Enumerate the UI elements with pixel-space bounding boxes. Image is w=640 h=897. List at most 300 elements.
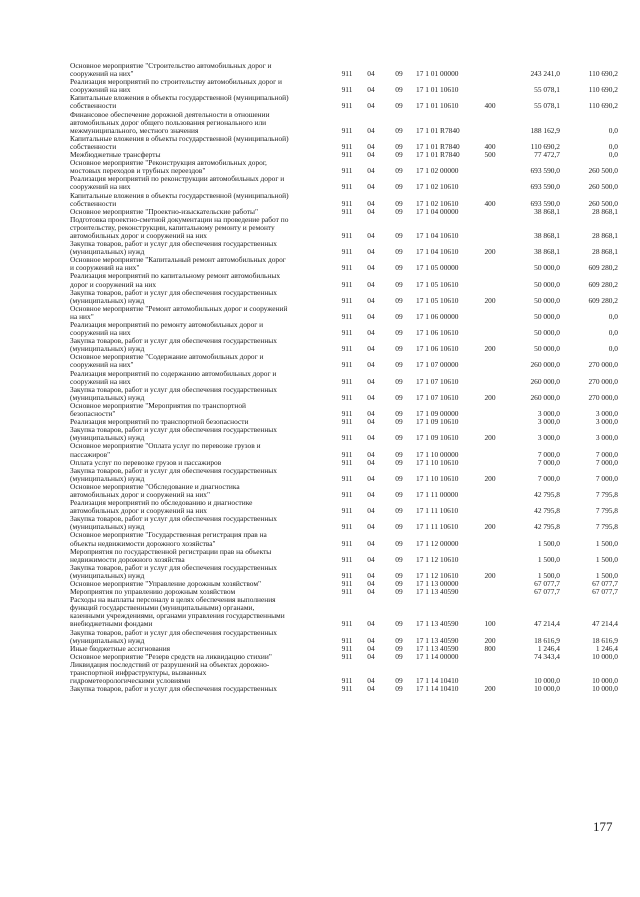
row-description bbox=[70, 629, 336, 645]
amount-year-2: 18 616,9 bbox=[592, 635, 618, 645]
target-article-code: 17 1 09 10610 bbox=[416, 417, 459, 427]
amount-year-1: 47 214,4 bbox=[534, 619, 560, 629]
table-row bbox=[70, 515, 618, 531]
section-code: 04 bbox=[367, 311, 375, 321]
section-code: 04 bbox=[367, 522, 375, 532]
amount-year-1: 38 868,1 bbox=[534, 247, 560, 257]
amount-year-2: 67 077,7 bbox=[592, 587, 618, 597]
expense-type-code: 200 bbox=[484, 295, 496, 305]
subsection-code: 09 bbox=[395, 489, 403, 499]
section-code: 04 bbox=[367, 230, 375, 240]
grbs-code: 911 bbox=[341, 635, 353, 645]
subsection-code: 09 bbox=[395, 182, 403, 192]
description-line: безопасности" bbox=[70, 409, 116, 419]
description-line: Закупка товаров, работ и услуг для обеспечения государственных bbox=[70, 425, 277, 435]
amount-year-2: 270 000,0 bbox=[588, 376, 618, 386]
row-description bbox=[70, 192, 336, 208]
amount-year-1: 7 000,0 bbox=[537, 457, 560, 467]
subsection-code: 09 bbox=[395, 473, 403, 483]
description-line: Мероприятия по государственной регистрации прав на объекты bbox=[70, 546, 272, 556]
subsection-code: 09 bbox=[395, 457, 403, 467]
amount-year-2: 10 000,0 bbox=[592, 676, 618, 686]
section-code: 04 bbox=[367, 150, 375, 160]
section-code: 04 bbox=[367, 182, 375, 192]
expense-type-code: 200 bbox=[484, 684, 496, 694]
target-article-code: 17 1 04 10610 bbox=[416, 247, 459, 257]
subsection-code: 09 bbox=[395, 449, 403, 459]
description-line: автомобильных дорог общего пользования регионального или bbox=[70, 117, 267, 127]
section-code: 04 bbox=[367, 206, 375, 216]
table-row bbox=[70, 564, 618, 580]
table-row bbox=[70, 596, 618, 628]
expense-type-code: 200 bbox=[484, 247, 496, 257]
target-article-code: 17 1 07 10610 bbox=[416, 392, 459, 402]
section-code: 04 bbox=[367, 554, 375, 564]
amount-year-2: 7 000,0 bbox=[595, 457, 618, 467]
amount-year-2: 1 246,4 bbox=[595, 643, 618, 653]
description-line: Закупка товаров, работ и услуг для обеспечения государственных bbox=[70, 627, 277, 637]
target-article-code: 17 1 10 10610 bbox=[416, 457, 459, 467]
expense-type-code: 400 bbox=[484, 198, 496, 208]
table-row bbox=[70, 62, 618, 78]
amount-year-1: 50 000,0 bbox=[534, 344, 560, 354]
grbs-code: 911 bbox=[341, 360, 353, 370]
amount-year-2: 260 500,0 bbox=[588, 198, 618, 208]
table-row bbox=[70, 321, 618, 337]
description-line: собственности bbox=[70, 101, 117, 111]
subsection-code: 09 bbox=[395, 150, 403, 160]
target-article-code: 17 1 01 10610 bbox=[416, 101, 459, 111]
section-code: 04 bbox=[367, 263, 375, 273]
grbs-code: 911 bbox=[341, 433, 353, 443]
grbs-code: 911 bbox=[341, 311, 353, 321]
subsection-code: 09 bbox=[395, 344, 403, 354]
section-code: 04 bbox=[367, 489, 375, 499]
amount-year-2: 1 500,0 bbox=[595, 538, 618, 548]
grbs-code: 911 bbox=[341, 344, 353, 354]
expense-type-code: 200 bbox=[484, 473, 496, 483]
section-code: 04 bbox=[367, 376, 375, 386]
description-line: сооружений на них" bbox=[70, 69, 134, 79]
description-line: (муниципальных) нужд bbox=[70, 344, 145, 354]
row-description bbox=[70, 159, 336, 175]
description-line: (муниципальных) нужд bbox=[70, 295, 145, 305]
description-line: Закупка товаров, работ и услуг для обеспечения государственных bbox=[70, 384, 277, 394]
description-line: межмуниципального, местного значения bbox=[70, 125, 199, 135]
target-article-code: 17 1 13 40590 bbox=[416, 619, 459, 629]
amount-year-1: 1 500,0 bbox=[537, 570, 560, 580]
target-article-code: 17 1 14 10410 bbox=[416, 676, 459, 686]
grbs-code: 911 bbox=[341, 619, 353, 629]
description-line: и сооружений на них" bbox=[70, 263, 140, 273]
amount-year-2: 0,0 bbox=[608, 328, 618, 338]
description-line: (муниципальных) нужд bbox=[70, 473, 145, 483]
row-description bbox=[70, 531, 336, 547]
row-description bbox=[70, 256, 336, 272]
section-code: 04 bbox=[367, 392, 375, 402]
grbs-code: 911 bbox=[341, 506, 353, 516]
amount-year-1: 50 000,0 bbox=[534, 279, 560, 289]
row-description bbox=[70, 240, 336, 256]
row-description bbox=[70, 305, 336, 321]
description-line: Финансовое обеспечение дорожной деятельности в отношении bbox=[70, 109, 270, 119]
table-row bbox=[70, 353, 618, 369]
target-article-code: 17 1 14 10410 bbox=[416, 684, 459, 694]
amount-year-1: 67 077,7 bbox=[534, 587, 560, 597]
subsection-code: 09 bbox=[395, 409, 403, 419]
subsection-code: 09 bbox=[395, 125, 403, 135]
target-article-code: 17 1 04 10610 bbox=[416, 230, 459, 240]
section-code: 04 bbox=[367, 684, 375, 694]
amount-year-1: 1 500,0 bbox=[537, 538, 560, 548]
section-code: 04 bbox=[367, 85, 375, 95]
target-article-code: 17 1 11 10610 bbox=[416, 506, 459, 516]
table-row bbox=[70, 337, 618, 353]
section-code: 04 bbox=[367, 409, 375, 419]
subsection-code: 09 bbox=[395, 651, 403, 661]
description-line: Расходы на выплаты персоналу в целях обеспечения выполнения bbox=[70, 595, 276, 605]
grbs-code: 911 bbox=[341, 570, 353, 580]
table-row bbox=[70, 426, 618, 442]
grbs-code: 911 bbox=[341, 328, 353, 338]
expense-type-code: 200 bbox=[484, 433, 496, 443]
grbs-code: 911 bbox=[341, 489, 353, 499]
target-article-code: 17 1 01 10610 bbox=[416, 85, 459, 95]
amount-year-1: 50 000,0 bbox=[534, 311, 560, 321]
amount-year-1: 7 000,0 bbox=[537, 473, 560, 483]
subsection-code: 09 bbox=[395, 230, 403, 240]
description-line: Реализация мероприятий по обследованию и диагностике bbox=[70, 498, 253, 508]
target-article-code: 17 1 12 10610 bbox=[416, 570, 459, 580]
subsection-code: 09 bbox=[395, 417, 403, 427]
amount-year-1: 3 000,0 bbox=[537, 409, 560, 419]
description-line: Закупка товаров, работ и услуг для обеспечения государственных bbox=[70, 336, 277, 346]
target-article-code: 17 1 06 10610 bbox=[416, 344, 459, 354]
grbs-code: 911 bbox=[341, 676, 353, 686]
amount-year-1: 260 000,0 bbox=[530, 360, 560, 370]
grbs-code: 911 bbox=[341, 449, 353, 459]
grbs-code: 911 bbox=[341, 263, 353, 273]
target-article-code: 17 1 02 00000 bbox=[416, 166, 459, 176]
description-line: казенными учреждениями, органами управления государственными bbox=[70, 611, 285, 621]
amount-year-1: 693 590,0 bbox=[530, 166, 560, 176]
description-line: Основное мероприятие "Капитальный ремонт автомобильных дорог bbox=[70, 255, 286, 265]
table-row bbox=[70, 531, 618, 547]
target-article-code: 17 1 10 00000 bbox=[416, 449, 459, 459]
description-line: Реализация мероприятий по капитальному ремонт автомобильных bbox=[70, 271, 281, 281]
table-row bbox=[70, 111, 618, 135]
target-article-code: 17 1 13 40590 bbox=[416, 587, 459, 597]
description-line: сооружений на них bbox=[70, 182, 131, 192]
expense-type-code: 400 bbox=[484, 141, 496, 151]
target-article-code: 17 1 05 00000 bbox=[416, 263, 459, 273]
amount-year-2: 7 000,0 bbox=[595, 473, 618, 483]
table-row bbox=[70, 548, 618, 564]
description-line: Мероприятия по управлению дорожным хозяйством bbox=[70, 587, 236, 597]
amount-year-1: 67 077,7 bbox=[534, 579, 560, 588]
amount-year-1: 38 868,1 bbox=[534, 206, 560, 216]
grbs-code: 911 bbox=[341, 522, 353, 532]
subsection-code: 09 bbox=[395, 433, 403, 443]
target-article-code: 17 1 10 10610 bbox=[416, 473, 459, 483]
description-line: пассажиров" bbox=[70, 449, 111, 459]
amount-year-2: 7 795,8 bbox=[595, 489, 618, 499]
grbs-code: 911 bbox=[341, 69, 353, 79]
amount-year-2: 609 280,2 bbox=[588, 295, 618, 305]
grbs-code: 911 bbox=[341, 141, 353, 151]
section-code: 04 bbox=[367, 141, 375, 151]
amount-year-1: 10 000,0 bbox=[534, 676, 560, 686]
description-line: Основное мероприятие "Обследование и диагностика bbox=[70, 481, 240, 491]
grbs-code: 911 bbox=[341, 684, 353, 694]
subsection-code: 09 bbox=[395, 619, 403, 629]
section-code: 04 bbox=[367, 69, 375, 79]
amount-year-1: 260 000,0 bbox=[530, 376, 560, 386]
row-description bbox=[70, 111, 336, 135]
target-article-code: 17 1 09 00000 bbox=[416, 409, 459, 419]
description-line: Подготовка проектно-сметной документации на проведение работ по bbox=[70, 214, 289, 224]
grbs-code: 911 bbox=[341, 579, 353, 588]
subsection-code: 09 bbox=[395, 506, 403, 516]
grbs-code: 911 bbox=[341, 409, 353, 419]
amount-year-2: 609 280,2 bbox=[588, 279, 618, 289]
row-description bbox=[70, 386, 336, 402]
description-line: сооружений на них bbox=[70, 376, 131, 386]
amount-year-1: 1 246,4 bbox=[537, 643, 560, 653]
subsection-code: 09 bbox=[395, 522, 403, 532]
description-line: Оплата услуг по перевозке грузов и пассажиров bbox=[70, 457, 222, 467]
amount-year-2: 270 000,0 bbox=[588, 360, 618, 370]
target-article-code: 17 1 01 R7840 bbox=[416, 125, 460, 135]
description-line: (муниципальных) нужд bbox=[70, 392, 145, 402]
grbs-code: 911 bbox=[341, 376, 353, 386]
table-row bbox=[70, 483, 618, 499]
amount-year-2: 0,0 bbox=[608, 125, 618, 135]
subsection-code: 09 bbox=[395, 141, 403, 151]
amount-year-2: 3 000,0 bbox=[595, 417, 618, 427]
table-row bbox=[70, 256, 618, 272]
target-article-code: 17 1 12 10610 bbox=[416, 554, 459, 564]
row-description bbox=[70, 515, 336, 531]
amount-year-1: 10 000,0 bbox=[534, 684, 560, 694]
grbs-code: 911 bbox=[341, 182, 353, 192]
description-line: Основное мероприятие "Содержание автомобильных дорог и bbox=[70, 352, 264, 362]
description-line: собственности bbox=[70, 141, 117, 151]
section-code: 04 bbox=[367, 101, 375, 111]
amount-year-2: 270 000,0 bbox=[588, 392, 618, 402]
amount-year-1: 50 000,0 bbox=[534, 295, 560, 305]
grbs-code: 911 bbox=[341, 587, 353, 597]
section-code: 04 bbox=[367, 676, 375, 686]
amount-year-2: 28 868,1 bbox=[592, 247, 618, 257]
table-row bbox=[70, 370, 618, 386]
subsection-code: 09 bbox=[395, 69, 403, 79]
target-article-code: 17 1 02 10610 bbox=[416, 198, 459, 208]
grbs-code: 911 bbox=[341, 473, 353, 483]
amount-year-2: 110 690,2 bbox=[588, 69, 618, 79]
section-code: 04 bbox=[367, 579, 375, 588]
row-description bbox=[70, 94, 336, 110]
amount-year-1: 243 241,0 bbox=[530, 69, 560, 79]
grbs-code: 911 bbox=[341, 150, 353, 160]
row-description bbox=[70, 370, 336, 386]
amount-year-1: 55 078,1 bbox=[534, 101, 560, 111]
amount-year-2: 0,0 bbox=[608, 311, 618, 321]
expense-type-code: 100 bbox=[484, 619, 496, 629]
subsection-code: 09 bbox=[395, 166, 403, 176]
description-line: Реализация мероприятий по ремонту автомобильных дорог и bbox=[70, 320, 264, 329]
description-line: мостовых переходов и трубных переездов" bbox=[70, 166, 206, 176]
description-line: Основное мероприятие "Мероприятия по транспортной bbox=[70, 400, 247, 410]
description-line: дорог и сооружений на них bbox=[70, 279, 157, 289]
subsection-code: 09 bbox=[395, 554, 403, 564]
section-code: 04 bbox=[367, 166, 375, 176]
description-line: Иные бюджетные ассигнования bbox=[70, 643, 171, 653]
section-code: 04 bbox=[367, 198, 375, 208]
description-line: (муниципальных) нужд bbox=[70, 522, 145, 532]
description-line: недвижимости дорожного хозяйства bbox=[70, 554, 185, 564]
description-line: Закупка товаров, работ и услуг для обеспечения государственных bbox=[70, 684, 277, 694]
section-code: 04 bbox=[367, 457, 375, 467]
table-row bbox=[70, 629, 618, 645]
expense-type-code: 200 bbox=[484, 570, 496, 580]
description-line: (муниципальных) нужд bbox=[70, 433, 145, 443]
description-line: внебюджетными фондами bbox=[70, 619, 153, 629]
subsection-code: 09 bbox=[395, 570, 403, 580]
target-article-code: 17 1 05 10610 bbox=[416, 279, 459, 289]
amount-year-2: 0,0 bbox=[608, 150, 618, 160]
description-line: Закупка товаров, работ и услуг для обеспечения государственных bbox=[70, 239, 277, 249]
target-article-code: 17 1 06 00000 bbox=[416, 311, 459, 321]
grbs-code: 911 bbox=[341, 85, 353, 95]
subsection-code: 09 bbox=[395, 311, 403, 321]
target-article-code: 17 1 05 10610 bbox=[416, 295, 459, 305]
row-description bbox=[70, 402, 336, 418]
grbs-code: 911 bbox=[341, 643, 353, 653]
amount-year-1: 3 000,0 bbox=[537, 417, 560, 427]
target-article-code: 17 1 01 00000 bbox=[416, 69, 459, 79]
subsection-code: 09 bbox=[395, 643, 403, 653]
section-code: 04 bbox=[367, 538, 375, 548]
section-code: 04 bbox=[367, 619, 375, 629]
budget-table bbox=[70, 62, 618, 693]
target-article-code: 17 1 02 10610 bbox=[416, 182, 459, 192]
grbs-code: 911 bbox=[341, 247, 353, 257]
description-line: (муниципальных) нужд bbox=[70, 570, 145, 580]
row-description bbox=[70, 135, 336, 151]
row-description bbox=[70, 272, 336, 288]
description-line: Основное мероприятие "Оплата услуг по перевозке грузов и bbox=[70, 441, 261, 451]
expense-type-code: 500 bbox=[484, 150, 496, 160]
subsection-code: 09 bbox=[395, 206, 403, 216]
expense-type-code: 200 bbox=[484, 344, 496, 354]
amount-year-2: 0,0 bbox=[608, 141, 618, 151]
target-article-code: 17 1 11 00000 bbox=[416, 489, 459, 499]
amount-year-2: 7 795,8 bbox=[595, 506, 618, 516]
amount-year-1: 3 000,0 bbox=[537, 433, 560, 443]
amount-year-2: 260 500,0 bbox=[588, 166, 618, 176]
subsection-code: 09 bbox=[395, 263, 403, 273]
section-code: 04 bbox=[367, 635, 375, 645]
section-code: 04 bbox=[367, 473, 375, 483]
grbs-code: 911 bbox=[341, 457, 353, 467]
row-description bbox=[70, 483, 336, 499]
amount-year-1: 110 690,2 bbox=[530, 141, 560, 151]
row-description bbox=[70, 321, 336, 337]
description-line: Основное мероприятие "Управление дорожным хозяйством" bbox=[70, 579, 262, 588]
row-description bbox=[70, 596, 336, 628]
grbs-code: 911 bbox=[341, 279, 353, 289]
description-line: Закупка товаров, работ и услуг для обеспечения государственных bbox=[70, 287, 277, 297]
target-article-code: 17 1 01 R7840 bbox=[416, 150, 460, 160]
grbs-code: 911 bbox=[341, 651, 353, 661]
table-row bbox=[70, 192, 618, 208]
amount-year-1: 50 000,0 bbox=[534, 263, 560, 273]
row-description bbox=[70, 442, 336, 458]
target-article-code: 17 1 04 00000 bbox=[416, 206, 459, 216]
grbs-code: 911 bbox=[341, 538, 353, 548]
description-line: автомобильных дорог и сооружений на них" bbox=[70, 489, 210, 499]
grbs-code: 911 bbox=[341, 554, 353, 564]
grbs-code: 911 bbox=[341, 295, 353, 305]
description-line: Межбюджетные трансферты bbox=[70, 150, 161, 160]
target-article-code: 17 1 12 00000 bbox=[416, 538, 459, 548]
section-code: 04 bbox=[367, 328, 375, 338]
section-code: 04 bbox=[367, 247, 375, 257]
description-line: Ликвидация последствий от разрушений на объектах дорожно- bbox=[70, 659, 270, 669]
amount-year-1: 1 500,0 bbox=[537, 554, 560, 564]
description-line: Основное мероприятие "Государственная регистрация прав на bbox=[70, 530, 267, 540]
description-line: гидрометеорологическими условиями bbox=[70, 676, 191, 686]
subsection-code: 09 bbox=[395, 684, 403, 694]
description-line: Реализация мероприятий по строительству автомобильных дорог и bbox=[70, 77, 282, 87]
table-row bbox=[70, 216, 618, 240]
row-description bbox=[70, 548, 336, 564]
description-line: на них" bbox=[70, 311, 94, 321]
subsection-code: 09 bbox=[395, 587, 403, 597]
amount-year-1: 188 162,9 bbox=[530, 125, 560, 135]
description-line: функций государственными (муниципальными) органами, bbox=[70, 603, 255, 613]
grbs-code: 911 bbox=[341, 101, 353, 111]
grbs-code: 911 bbox=[341, 417, 353, 427]
description-line: собственности bbox=[70, 198, 117, 208]
amount-year-2: 7 795,8 bbox=[595, 522, 618, 532]
row-description bbox=[70, 337, 336, 353]
amount-year-2: 28 868,1 bbox=[592, 230, 618, 240]
amount-year-1: 38 868,1 bbox=[534, 230, 560, 240]
row-description bbox=[70, 216, 336, 240]
section-code: 04 bbox=[367, 651, 375, 661]
expense-type-code: 200 bbox=[484, 635, 496, 645]
table-row bbox=[70, 402, 618, 418]
amount-year-2: 67 077,7 bbox=[592, 579, 618, 588]
description-line: автомобильных дорог и сооружений на них bbox=[70, 506, 207, 516]
expense-type-code: 200 bbox=[484, 392, 496, 402]
table-row bbox=[70, 685, 618, 693]
grbs-code: 911 bbox=[341, 125, 353, 135]
description-line: Основное мероприятие "Реконструкция автомобильных дорог, bbox=[70, 158, 267, 168]
amount-year-2: 1 500,0 bbox=[595, 554, 618, 564]
amount-year-1: 42 795,8 bbox=[534, 489, 560, 499]
subsection-code: 09 bbox=[395, 392, 403, 402]
description-line: Капитальные вложения в объекты государственной (муниципальной) bbox=[70, 190, 289, 200]
target-article-code: 17 1 13 40590 bbox=[416, 643, 459, 653]
amount-year-2: 3 000,0 bbox=[595, 433, 618, 443]
table-row bbox=[70, 135, 618, 151]
target-article-code: 17 1 01 R7840 bbox=[416, 141, 460, 151]
section-code: 04 bbox=[367, 344, 375, 354]
amount-year-1: 42 795,8 bbox=[534, 522, 560, 532]
